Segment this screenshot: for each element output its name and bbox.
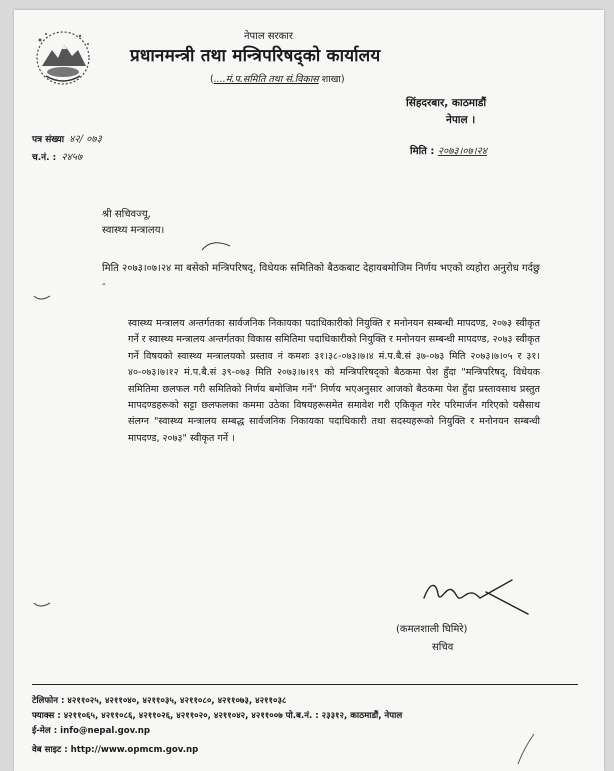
address-line-1: सिंहदरबार, काठमाडौं [406, 97, 487, 109]
footer-email: ई-मेल : info@nepal.gov.np [32, 726, 151, 736]
margin-mark-icon [32, 292, 52, 304]
government-name: नेपाल सरकार [244, 31, 293, 42]
nepal-emblem-icon [32, 28, 94, 88]
letter-sheet [14, 10, 604, 771]
address-line-2: नेपाल । [446, 114, 476, 126]
signatory-name: (कमलशाली घिमिरे) [396, 624, 468, 635]
signature-icon [416, 568, 536, 620]
letter-date [410, 143, 487, 157]
footer-fax: फ्याक्स : ४२११०६५, ४२११०८६, ४२११०२६, ४२११०२०, ४२११०४२, ४२११००७ पो.ब.नं. : २३३१२, काठमाडौं, नेपाल [32, 711, 403, 721]
footer-divider [32, 684, 578, 685]
dispatch-number-label: च.नं. : [32, 153, 57, 163]
date-label: मिति : [410, 146, 435, 157]
recipient-line-2: स्वास्थ्य मन्त्रालय। [102, 225, 165, 236]
dispatch-number [32, 145, 82, 164]
date-value: २०७३।०७।२४ [437, 146, 488, 157]
recipient-line-1: श्री सचिवज्यू, [102, 209, 151, 220]
intro-paragraph: मिति २०७३।०७।२४ मा बसेको मन्त्रिपरिषद्, विधेयक समितिको बैठकबाट देहायबमोजिम निर्णय भएको व्यहोरा अनुरोध गर्दछु - [102, 263, 540, 290]
footer-phone: टेलिफोन : ४२११०२५, ४२११०४०, ४२११०३५, ४२११०८०, ४२११०७३, ४२११०३८ [32, 696, 287, 706]
branch-handwritten: ....मं.प.समिति तथा सं.विकास [213, 74, 319, 85]
dispatch-number-value: २४५७ [61, 152, 83, 163]
margin-mark-icon [32, 599, 52, 611]
decision-paragraph: स्वास्थ्य मन्त्रालय अन्तर्गतका सार्वजनिक निकायका पदाधिकारीको नियुक्ति र मनोनयन सम्बन्धी मापदण्ड, २०७३ स्वीकृत गर्ने र स्वास्थ्य मन्त्रालय अन्तर्गतका विकास समितिमा पदाधिकारीको नियुक्ति र मनोनयन सम्बन्धी मापदण्ड, २०७३ स्वीकृत गर्ने विषयको स्वास्थ्य मन्त्रालयको प्रस्ताव नं कमशः ३१।३८-०७३।७।४ मं.प.बै.सं ३७-०७३ मिति २०७३।७।०५ र ३१।४०-०७३।७।१२ मं.प.बै.सं ३९-०७३ मिति २०७३।७।१९ को मन्त्रिपरिषद्को बैठकमा पेश हुँदा "मन्त्रिपरिषद्, विधेयक समितिमा छलफल गरी समितिको निर्णय बमोजिम गर्ने" निर्णय भएअनुसार आजको बैठकमा पेश हुँदा प्रस्तावसाथ प्रस्तुत मापदण्डहरूको सट्टा छलफलका कममा उठेका विषयहरूसमेत समावेश गरी एकिकृत गरेर परिमार्जन गरिएको यसैसाथ संलग्न "स्वास्थ्य मन्त्रालय सम्बद्ध सार्वजनिक निकायका पदाधिकारी तथा सदस्यहरूको नियुक्ति र मनोनयन सम्बन्धी मापदण्ड, २०७३" स्वीकृत गर्ने । [128, 318, 540, 444]
branch-name: (....मं.प.समिति तथा सं.विकास शाखा) [210, 74, 345, 85]
letter-number [32, 127, 102, 146]
pen-mark-icon [200, 238, 236, 254]
footer-website: वेब साइट : http://www.opmcm.gov.np [32, 745, 199, 755]
letter-number-value: ४२/ ०७३ [69, 134, 102, 145]
letter-number-label: पत्र संख्या [32, 135, 65, 145]
signatory-title: सचिव [432, 642, 454, 653]
office-name: प्रधानमन्त्री तथा मन्त्रिपरिषद्को कार्यालय [130, 46, 381, 66]
corner-mark-icon [514, 732, 538, 766]
